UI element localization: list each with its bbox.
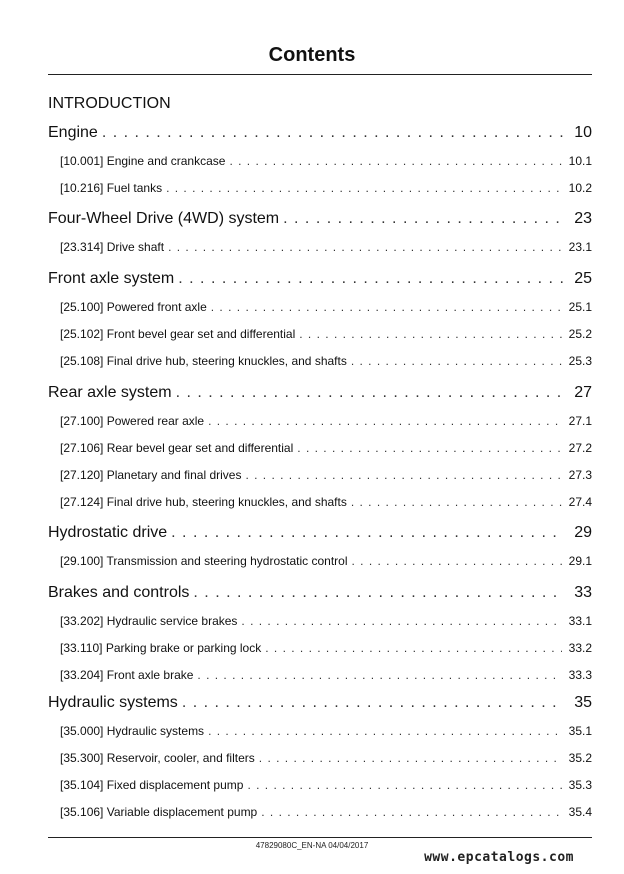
toc-subsection-title: [35.300] Reservoir, cooler, and filters [60, 751, 255, 765]
toc-subsection-title: [35.000] Hydraulic systems [60, 724, 205, 738]
document-code: 47829080C_EN-NA 04/04/2017 [255, 841, 369, 850]
dot-leader [297, 440, 562, 456]
toc-subsection[interactable] [60, 494, 592, 510]
toc-subsection[interactable] [60, 640, 592, 656]
toc-section-page: 33 [574, 584, 592, 601]
toc-subsection-title: [23.314] Drive shaft [60, 240, 165, 254]
intro-heading: INTRODUCTION [48, 95, 171, 112]
toc-section[interactable] [48, 383, 592, 403]
toc-subsection-page: 27.4 [568, 495, 592, 509]
page-title: Contents [268, 44, 356, 66]
dot-leader [265, 640, 562, 656]
toc-subsection-page: 35.4 [568, 805, 592, 819]
toc-section-title: Rear axle system [48, 384, 172, 401]
toc-section-title: Engine [48, 124, 98, 141]
toc-subsection-page: 35.3 [568, 778, 592, 792]
toc-subsection-page: 25.3 [568, 354, 592, 368]
toc-subsection-page: 25.2 [568, 327, 592, 341]
toc-section[interactable] [48, 209, 592, 229]
toc-subsection[interactable] [60, 299, 592, 315]
dot-leader [351, 553, 562, 569]
toc-subsection-title: [27.106] Rear bevel gear set and differential [60, 441, 294, 455]
toc-section[interactable] [48, 269, 592, 289]
toc-subsection-title: [25.108] Final drive hub, steering knuckles, and shafts [60, 354, 347, 368]
dot-leader [351, 353, 562, 369]
dot-leader [241, 613, 562, 629]
dot-leader [197, 667, 562, 683]
toc-subsection-title: [33.204] Front axle brake [60, 668, 194, 682]
toc-subsection-page: 10.1 [568, 154, 592, 168]
dot-leader [176, 383, 564, 403]
toc-subsection-title: [27.124] Final drive hub, steering knuckles, and shafts [60, 495, 347, 509]
toc-subsection-title: [29.100] Transmission and steering hydrostatic control [60, 554, 348, 568]
toc-subsection-title: [10.001] Engine and crankcase [60, 154, 226, 168]
toc-section-title: Brakes and controls [48, 584, 190, 601]
toc-section-page: 29 [574, 524, 592, 541]
toc-subsection-page: 27.3 [568, 468, 592, 482]
toc-section[interactable] [48, 523, 592, 543]
toc-subsection-title: [25.100] Powered front axle [60, 300, 207, 314]
toc-subsection-page: 33.2 [568, 641, 592, 655]
toc-subsection[interactable] [60, 467, 592, 483]
dot-leader [229, 153, 562, 169]
toc-subsection-page: 10.2 [568, 181, 592, 195]
toc-subsection[interactable] [60, 413, 592, 429]
dot-leader [208, 723, 562, 739]
dot-leader [259, 750, 562, 766]
dot-leader [211, 299, 562, 315]
toc-section-title: Four-Wheel Drive (4WD) system [48, 210, 280, 227]
toc-section-title: Hydraulic systems [48, 694, 178, 711]
toc-subsection[interactable] [60, 804, 592, 820]
dot-leader [299, 326, 562, 342]
dot-leader [247, 777, 562, 793]
toc-section[interactable] [48, 693, 592, 713]
watermark: www.epcatalogs.com [424, 850, 574, 865]
toc-subsection[interactable] [60, 750, 592, 766]
toc-subsection[interactable] [60, 613, 592, 629]
toc-section-title: Front axle system [48, 270, 175, 287]
toc-section-page: 27 [574, 384, 592, 401]
toc-subsection[interactable] [60, 777, 592, 793]
dot-leader [208, 413, 562, 429]
toc-section[interactable] [48, 583, 592, 603]
title-rule [48, 74, 592, 75]
toc-subsection[interactable] [60, 553, 592, 569]
toc-subsection-page: 23.1 [568, 240, 592, 254]
toc-subsection-page: 35.2 [568, 751, 592, 765]
toc-subsection[interactable] [60, 353, 592, 369]
toc-subsection-page: 35.1 [568, 724, 592, 738]
dot-leader [168, 239, 562, 255]
toc-subsection-title: [33.110] Parking brake or parking lock [60, 641, 262, 655]
toc-subsection-page: 33.3 [568, 668, 592, 682]
dot-leader [178, 269, 564, 289]
toc-subsection[interactable] [60, 180, 592, 196]
toc-subsection-page: 25.1 [568, 300, 592, 314]
toc-subsection[interactable] [60, 239, 592, 255]
toc-subsection-title: [35.106] Variable displacement pump [60, 805, 258, 819]
toc-subsection-page: 27.1 [568, 414, 592, 428]
dot-leader [182, 693, 564, 713]
toc-subsection[interactable] [60, 153, 592, 169]
dot-leader [102, 123, 564, 143]
dot-leader [283, 209, 564, 229]
toc-subsection[interactable] [60, 326, 592, 342]
toc-subsection[interactable] [60, 723, 592, 739]
dot-leader [193, 583, 564, 603]
dot-leader [245, 467, 562, 483]
toc-section-page: 10 [574, 124, 592, 141]
toc-subsection-title: [10.216] Fuel tanks [60, 181, 163, 195]
toc-subsection[interactable] [60, 440, 592, 456]
toc-section-title: Hydrostatic drive [48, 524, 168, 541]
toc-subsection-title: [35.104] Fixed displacement pump [60, 778, 244, 792]
footer-rule [48, 837, 592, 838]
toc-subsection-page: 33.1 [568, 614, 592, 628]
dot-leader [261, 804, 562, 820]
toc-section-page: 23 [574, 210, 592, 227]
toc-section[interactable] [48, 123, 592, 143]
toc-subsection[interactable] [60, 667, 592, 683]
toc-subsection-title: [33.202] Hydraulic service brakes [60, 614, 238, 628]
toc-subsection-title: [27.100] Powered rear axle [60, 414, 205, 428]
toc-subsection-title: [27.120] Planetary and final drives [60, 468, 242, 482]
dot-leader [166, 180, 562, 196]
toc-subsection-page: 29.1 [568, 554, 592, 568]
toc-section-page: 35 [574, 694, 592, 711]
dot-leader [171, 523, 564, 543]
toc-subsection-page: 27.2 [568, 441, 592, 455]
dot-leader [351, 494, 562, 510]
toc-subsection-title: [25.102] Front bevel gear set and differential [60, 327, 296, 341]
toc-section-page: 25 [574, 270, 592, 287]
